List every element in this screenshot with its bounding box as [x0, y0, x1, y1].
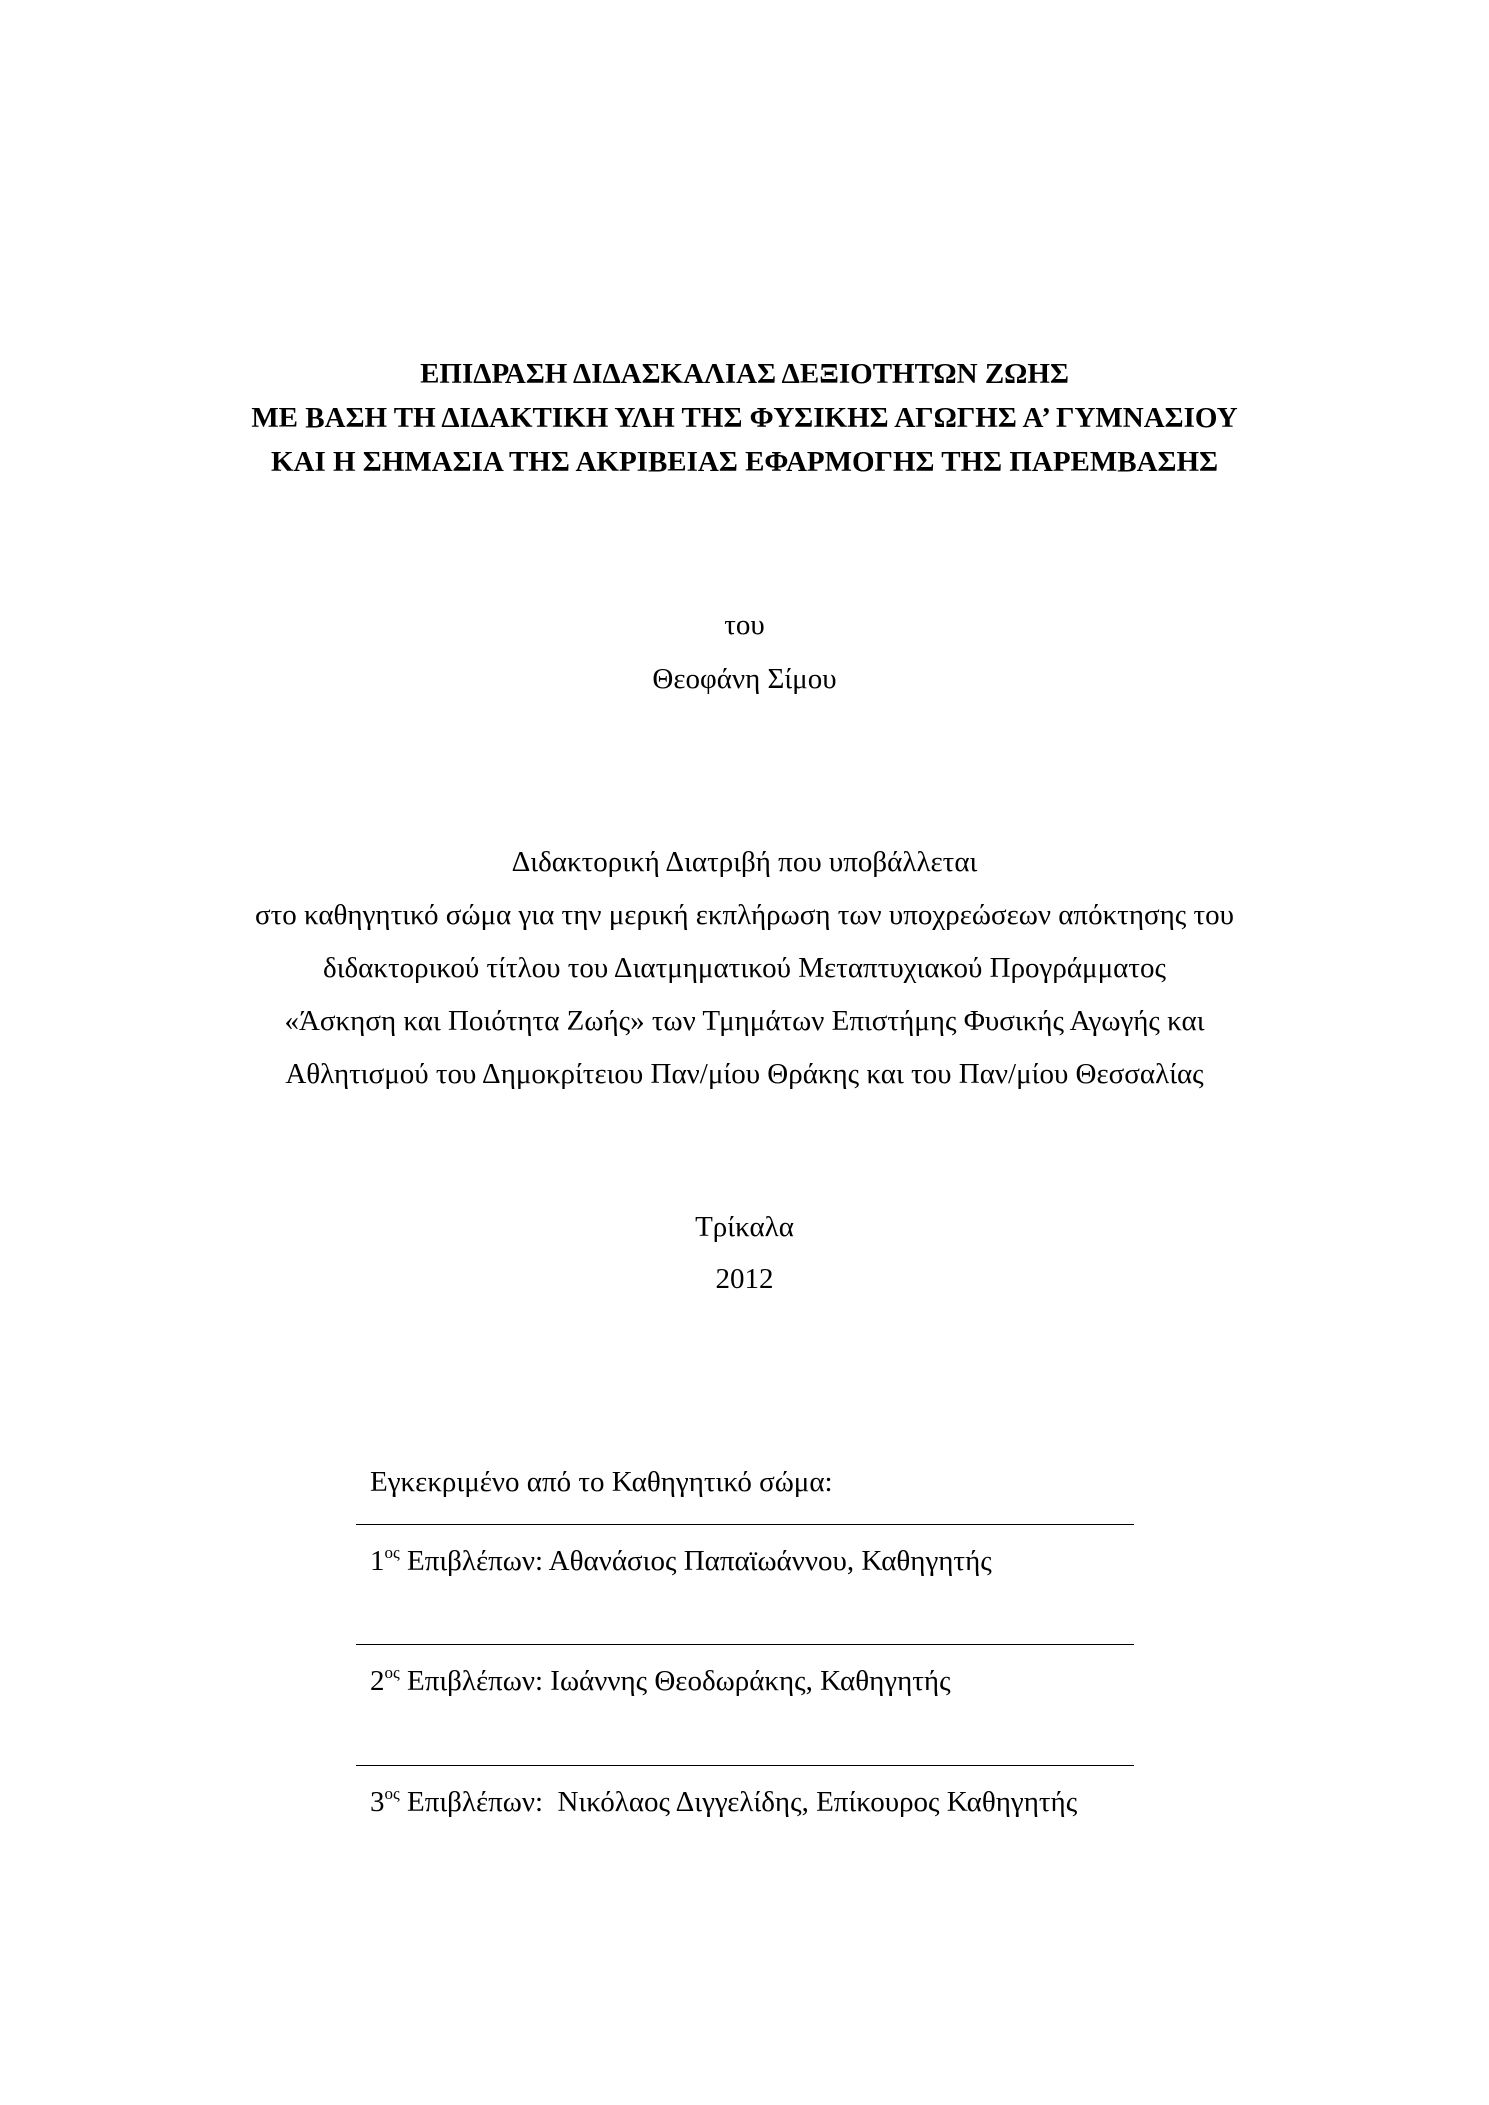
ordinal-suffix: ος [384, 1543, 400, 1562]
author-name: Θεοφάνη Σίμου [652, 663, 837, 695]
supervisor-text: Επιβλέπων: Αθανάσιος Παπαϊωάννου, Καθηγητής [406, 1545, 992, 1577]
ordinal-suffix: ος [384, 1784, 400, 1803]
author-prefix: του [724, 609, 765, 641]
signature-line [356, 1765, 1134, 1766]
supervisor-text: Επιβλέπων: Νικόλαος Διγγελίδης, Επίκουρος Καθηγητής [406, 1786, 1078, 1818]
supervisor-signature-1 [356, 1524, 1134, 1581]
thesis-title-line-1: ΕΠΙΔΡΑΣΗ ΔΙΔΑΣΚΑΛΙΑΣ ΔΕΞΙΟΤΗΤΩΝ ΖΩΗΣ [420, 358, 1069, 390]
approval-label: Εγκεκριμένο από το Καθηγητικό σώμα: [370, 1466, 833, 1498]
description-line-3: διδακτορικού τίτλου του Διατμηματικού Μεταπτυχιακού Προγράμματος [323, 952, 1166, 984]
thesis-description [0, 836, 1489, 1101]
description-line-4: «Άσκηση και Ποιότητα Ζωής» των Τμημάτων Επιστήμης Φυσικής Αγωγής και [284, 1005, 1205, 1037]
place-and-date [0, 1201, 1489, 1305]
signature-line [356, 1644, 1134, 1645]
supervisor-1 [370, 1541, 1134, 1581]
supervisor-number: 3 [370, 1786, 385, 1818]
year: 2012 [715, 1263, 774, 1295]
supervisor-text: Επιβλέπων: Ιωάννης Θεοδωράκης, Καθηγητής [406, 1665, 951, 1697]
thesis-title-line-2: ΜΕ ΒΑΣΗ ΤΗ ΔΙΔΑΚΤΙΚΗ ΥΛΗ ΤΗΣ ΦΥΣΙΚΗΣ ΑΓΩΓΗΣ Α’ ΓΥΜΝΑΣΙΟΥ [251, 402, 1238, 434]
description-line-5: Αθλητισμού του Δημοκρίτειου Παν/μίου Θράκης και του Παν/μίου Θεσσαλίας [285, 1058, 1204, 1090]
ordinal-suffix: ος [384, 1663, 400, 1682]
supervisor-number: 1 [370, 1545, 385, 1577]
supervisor-signature-2 [356, 1644, 1134, 1701]
signature-line [356, 1524, 1134, 1525]
supervisor-signature-3 [356, 1765, 1134, 1822]
author-block [0, 598, 1489, 706]
thesis-title-line-3: ΚΑΙ Η ΣΗΜΑΣΙΑ ΤΗΣ ΑΚΡΙΒΕΙΑΣ ΕΦΑΡΜΟΓΗΣ ΤΗΣ ΠΑΡΕΜΒΑΣΗΣ [270, 446, 1219, 478]
thesis-title [0, 352, 1489, 484]
supervisor-2 [370, 1661, 1134, 1701]
description-line-1: Διδακτορική Διατριβή που υποβάλλεται [511, 846, 978, 878]
supervisor-3 [370, 1782, 1134, 1822]
description-line-2: στο καθηγητικό σώμα για την μερική εκπλήρωση των υποχρεώσεων απόκτησης του [254, 899, 1235, 931]
supervisor-number: 2 [370, 1665, 385, 1697]
city: Τρίκαλα [695, 1211, 794, 1243]
